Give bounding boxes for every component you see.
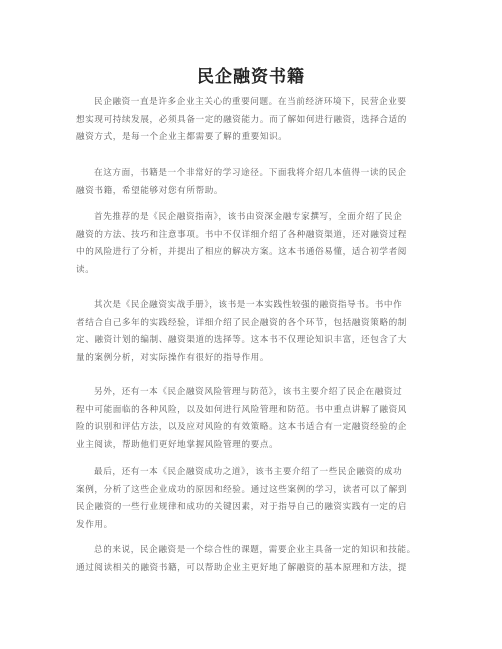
paragraph-line: 融资的方法、技巧和注意事项。书中不仅详细介绍了各种融资渠道，还对融资过程 bbox=[76, 229, 407, 240]
paragraph-line: 发作用。 bbox=[76, 519, 113, 530]
paragraph-line: 量的案例分析，对实际操作有很好的指导作用。 bbox=[76, 352, 270, 363]
paragraph-line: 程中可能面临的各种风险，以及如何进行风险管理和防范。书中重点讲解了融资风 bbox=[76, 404, 407, 415]
paragraph-line: 业主阅读，帮助他们更好地掌握风险管理的要点。 bbox=[76, 439, 279, 450]
paragraph-line: 民企融资的一些行业规律和成功的关键因素，对于指导自己的融资实践有一定的启 bbox=[76, 502, 407, 512]
paragraph-2 bbox=[76, 165, 438, 200]
paragraph-line: 融资方式，是每一个企业主都需要了解的重要知识。 bbox=[76, 132, 288, 142]
paragraph-line: 首先推荐的是《民企融资指南》，该书由资深金融专家撰写，全面介绍了民企 bbox=[94, 212, 403, 222]
paragraph-line: 定、融资计划的编制、融资渠道的选择等。这本书不仅理论知识丰富，还包含了大 bbox=[76, 335, 407, 345]
paragraph-line: 另外，还有一本《民企融资风险管理与防范》，该书主要介绍了民企在融资过 bbox=[94, 387, 403, 397]
paragraph-line: 想实现可持续发展，必须具备一定的融资能力。而了解如何进行融资，选择合适的 bbox=[76, 114, 407, 125]
document-title: 民企融资书籍 bbox=[197, 67, 305, 87]
paragraph-7 bbox=[76, 542, 438, 577]
paragraph-line: 融资书籍，希望能够对您有所帮助。 bbox=[76, 185, 224, 196]
paragraph-3 bbox=[76, 209, 438, 279]
paragraph-line: 通过阅读相关的融资书籍，可以帮助企业主更好地了解融资的基本原理和方法，提 bbox=[76, 562, 407, 573]
paragraph-line: 最后，还有一本《民企融资成功之道》，该书主要介绍了一些民企融资的成功 bbox=[94, 467, 403, 477]
paragraph-line: 在这方面，书籍是一个非常好的学习途径。下面我将介绍几本值得一读的民企 bbox=[94, 168, 407, 178]
paragraph-5 bbox=[76, 384, 438, 454]
paragraph-1 bbox=[76, 94, 438, 147]
paragraph-line: 险的识别和评估方法，以及应对风险的有效策略。这本书适合有一定融资经验的企 bbox=[76, 422, 407, 432]
paragraph-6 bbox=[76, 464, 438, 534]
paragraph-line: 者结合自己多年的实践经验，详细介绍了民企融资的各个环节，包括融资策略的制 bbox=[76, 317, 407, 328]
paragraph-4 bbox=[76, 297, 438, 367]
paragraph-line: 读。 bbox=[76, 264, 95, 275]
paragraph-line: 案例，分析了这些企业成功的原因和经验。通过这些案例的学习，读者可以了解到 bbox=[76, 484, 407, 495]
paragraph-line: 中的风险进行了分析，并提出了相应的解决方案。这本书通俗易懂，适合初学者阅 bbox=[76, 247, 407, 257]
paragraph-line: 民企融资一直是许多企业主关心的重要问题。在当前经济环境下，民营企业要 bbox=[94, 97, 407, 107]
paragraph-line: 总的来说，民企融资是一个综合性的课题，需要企业主具备一定的知识和技能。 bbox=[94, 545, 416, 555]
paragraph-line: 其次是《民企融资实战手册》，该书是一本实践性较强的融资指导书。书中作 bbox=[94, 300, 403, 310]
